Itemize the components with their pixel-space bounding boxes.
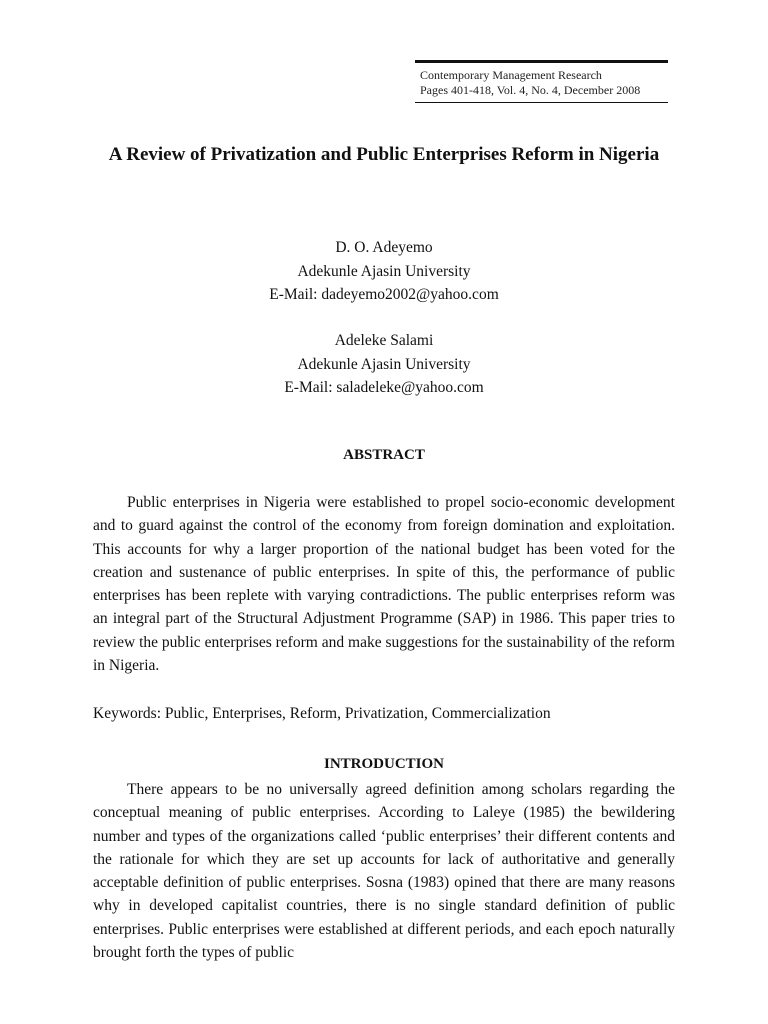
- introduction-text: There appears to be no universally agreed definition among scholars regarding the conceptual meaning of public enterprises. According to Laleye (1985) the bewildering number and types of the organizations called ‘public enterprises’ their different contents and the rationale for which they are set up accounts for lack of authoritative and generally acceptable definition of public enterprises. Sosna (1983) opined that there are many reasons why in developed capitalist countries, there is no single standard definition of public enterprises. Public enterprises were established at different periods, and each epoch naturally brought forth the types of public: [93, 781, 675, 962]
- author-email: E-Mail: dadeyemo2002@yahoo.com: [269, 286, 499, 303]
- abstract-text: Public enterprises in Nigeria were established to propel socio-economic development and to guard against the control of the economy from foreign domination and exploitation. This accounts for why a larger proportion of the national budget has been voted for the creation and sustenance of public enterprises. In spite of this, the performance of public enterprises has been replete with varying contradictions. The public enterprises reform was an integral part of the Structural Adjustment Programme (SAP) in 1986. This paper tries to review the public enterprises reform and make suggestions for the sustainability of the reform in Nigeria.: [93, 494, 675, 675]
- author-email: E-Mail: saladeleke@yahoo.com: [284, 379, 484, 396]
- introduction-heading: INTRODUCTION: [323, 756, 444, 772]
- author-block: [60, 329, 708, 400]
- author-affiliation: Adekunle Ajasin University: [297, 355, 471, 373]
- abstract-heading: ABSTRACT: [343, 447, 425, 463]
- journal-header: [415, 60, 668, 103]
- paper-title: A Review of Privatization and Public Enterprises Reform in Nigeria: [108, 144, 660, 165]
- journal-citation: Pages 401-418, Vol. 4, No. 4, December 2008: [420, 83, 641, 97]
- author-name: D. O. Adeyemo: [335, 239, 433, 256]
- author-name: Adeleke Salami: [334, 332, 434, 349]
- author-affiliation: Adekunle Ajasin University: [297, 262, 471, 280]
- keywords: Keywords: Public, Enterprises, Reform, Privatization, Commercialization: [93, 705, 551, 722]
- author-block: [60, 236, 708, 307]
- journal-name: Contemporary Management Research: [420, 68, 602, 82]
